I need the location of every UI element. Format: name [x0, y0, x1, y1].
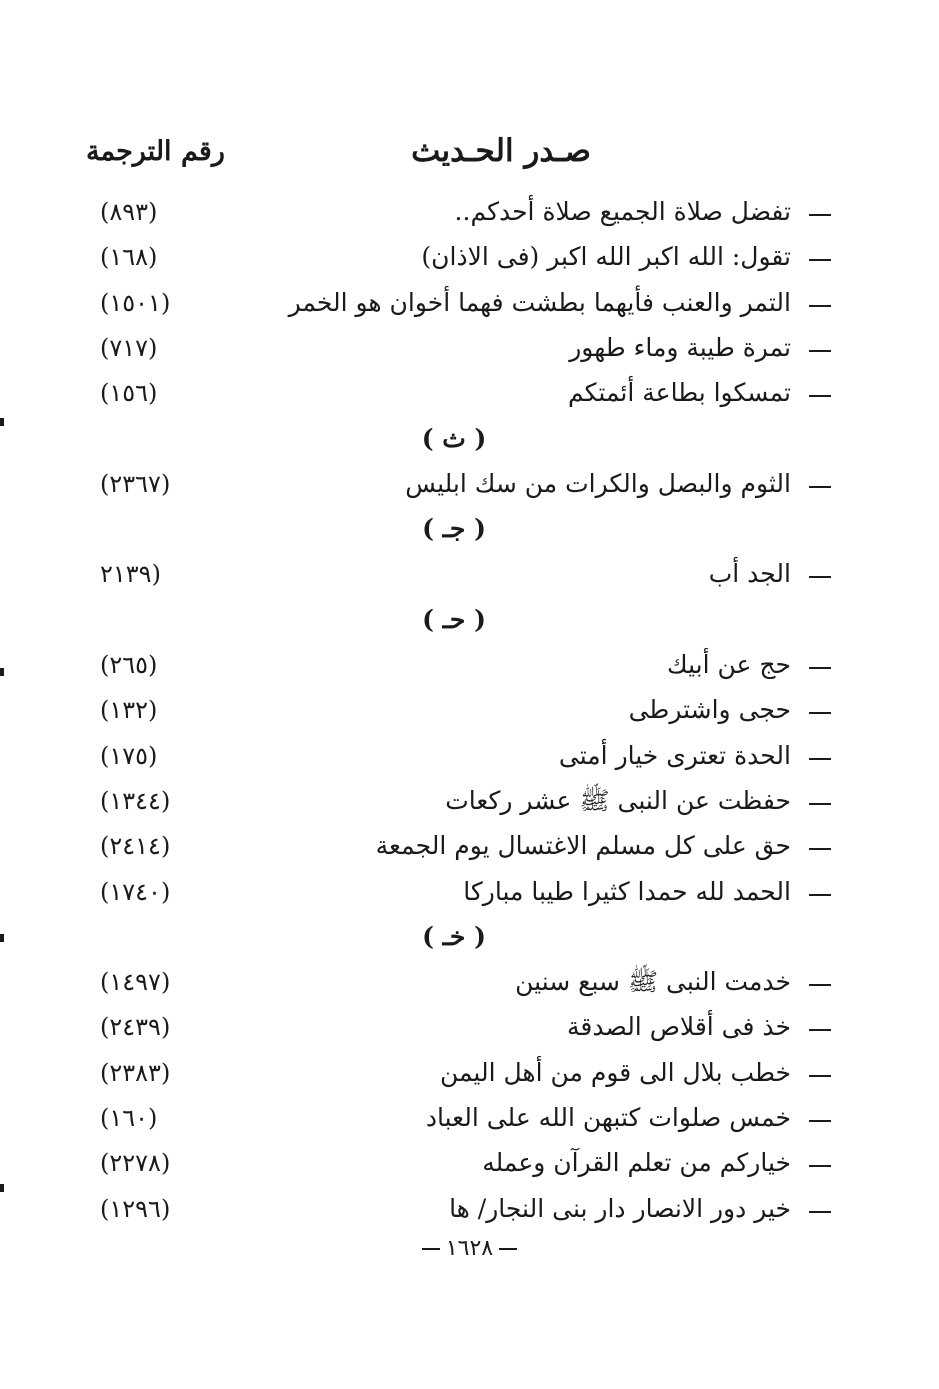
- entry-dash: [809, 894, 831, 896]
- entry-dash: [809, 712, 831, 714]
- entry-dash: [809, 305, 831, 307]
- hadith-opening-text: التمر والعنب فأيهما بطشت فهما أخوان هو الخمر: [288, 288, 791, 317]
- hadith-opening-text: الحمد لله حمدا كثيرا طيبا مباركا: [463, 877, 791, 906]
- entry-dash: [809, 758, 831, 760]
- translation-number: (١٥٠١): [100, 289, 171, 317]
- translation-number: (١٢٩٦): [100, 1195, 171, 1223]
- footer-dash-right: [499, 1248, 517, 1250]
- translation-number: (٢٦٥): [100, 651, 158, 679]
- translation-number: (١٧٥): [100, 742, 158, 770]
- section-letter: ( جـ ): [422, 514, 486, 543]
- entry-dash: [809, 1029, 831, 1031]
- entry-dash: [809, 259, 831, 261]
- column-title: صـدر الحـديث: [411, 133, 591, 169]
- hadith-entry: [0, 1141, 939, 1185]
- hadith-opening-text: حق على كل مسلم الاغتسال يوم الجمعة: [375, 831, 791, 860]
- entry-dash: [809, 667, 831, 669]
- translation-number: (١٤٩٧): [100, 968, 171, 996]
- section-letter: ( ث ): [421, 424, 487, 453]
- hadith-entry: [0, 235, 939, 279]
- hadith-entry: [0, 779, 939, 823]
- translation-number: (٧١٧): [100, 334, 158, 362]
- hadith-opening-text: حج عن أبيك: [667, 650, 791, 679]
- hadith-entry: [0, 1051, 939, 1095]
- translation-number: (٨٩٣): [100, 198, 158, 226]
- translation-number: (١٣٢): [100, 696, 158, 724]
- letter-section-heading: [0, 598, 939, 642]
- hadith-entry: [0, 1187, 939, 1231]
- hadith-entry: [0, 734, 939, 778]
- page-number: ١٦٢٨: [445, 1236, 494, 1261]
- margin-mark: [0, 934, 4, 942]
- hadith-entry: [0, 688, 939, 732]
- hadith-entry: [0, 281, 939, 325]
- section-letter: ( خـ ): [422, 922, 486, 951]
- entry-dash: [809, 486, 831, 488]
- number-column-title: رقم الترجمة: [86, 136, 225, 167]
- hadith-opening-text: تقول: الله اكبر الله اكبر (فى الاذان): [421, 242, 791, 271]
- entry-dash: [809, 984, 831, 986]
- hadith-opening-text: الجد أب: [708, 559, 791, 588]
- hadith-opening-text: خياركم من تعلم القرآن وعمله: [482, 1148, 791, 1177]
- entry-dash: [809, 1165, 831, 1167]
- page-footer: [0, 1236, 939, 1261]
- hadith-entry: [0, 1005, 939, 1049]
- entry-dash: [809, 576, 831, 578]
- letter-section-heading: [0, 915, 939, 959]
- margin-mark: [0, 668, 4, 676]
- entry-dash: [809, 848, 831, 850]
- hadith-opening-text: خدمت النبى ﷺ سبع سنين: [515, 967, 791, 996]
- hadith-opening-text: حجى واشترطى: [628, 695, 791, 724]
- translation-number: (٢٣٦٧): [100, 470, 171, 498]
- margin-mark: [0, 418, 4, 426]
- hadith-opening-text: تفضل صلاة الجميع صلاة أحدكم..: [454, 197, 791, 226]
- hadith-opening-text: خذ فى أقلاص الصدقة: [567, 1012, 791, 1041]
- hadith-entry: [0, 960, 939, 1004]
- entry-dash: [809, 214, 831, 216]
- translation-number: (٢٣٨٣): [100, 1059, 171, 1087]
- translation-number: (٢٤٣٩): [100, 1013, 171, 1041]
- hadith-entry: [0, 1096, 939, 1140]
- translation-number: (٢٤١٤): [100, 832, 171, 860]
- entry-dash: [809, 1211, 831, 1213]
- hadith-entry: [0, 824, 939, 868]
- translation-number: (١٣٤٤): [100, 787, 171, 815]
- entry-dash: [809, 395, 831, 397]
- footer-dash-left: [422, 1248, 440, 1250]
- translation-number: (١٧٤٠): [100, 878, 171, 906]
- hadith-opening-text: تمرة طيبة وماء طهور: [569, 333, 791, 362]
- hadith-opening-text: تمسكوا بطاعة أئمتكم: [567, 378, 791, 407]
- hadith-opening-text: الثوم والبصل والكرات من سك ابليس: [405, 469, 791, 498]
- hadith-entry: [0, 371, 939, 415]
- entry-dash: [809, 803, 831, 805]
- margin-mark: [0, 1184, 4, 1192]
- hadith-entry: [0, 190, 939, 234]
- hadith-opening-text: خمس صلوات كتبهن الله على العباد: [425, 1103, 791, 1132]
- hadith-opening-text: حفظت عن النبى ﷺ عشر ركعات: [445, 786, 791, 815]
- section-letter: ( حـ ): [422, 605, 486, 634]
- hadith-entry: [0, 462, 939, 506]
- translation-number: (٢١٣٩: [100, 560, 161, 588]
- letter-section-heading: [0, 417, 939, 461]
- hadith-entry: [0, 552, 939, 596]
- hadith-opening-text: خير دور الانصار دار بنى النجار/ ها: [449, 1194, 791, 1223]
- hadith-opening-text: الحدة تعترى خيار أمتى: [558, 741, 791, 770]
- hadith-opening-text: خطب بلال الى قوم من أهل اليمن: [439, 1058, 791, 1087]
- translation-number: (١٥٦): [100, 379, 158, 407]
- letter-section-heading: [0, 507, 939, 551]
- hadith-entry: [0, 870, 939, 914]
- translation-number: (١٦٠): [100, 1104, 158, 1132]
- entry-dash: [809, 1075, 831, 1077]
- translation-number: (٢٢٧٨): [100, 1149, 171, 1177]
- entry-dash: [809, 350, 831, 352]
- hadith-entry: [0, 326, 939, 370]
- translation-number: (١٦٨): [100, 243, 158, 271]
- entry-dash: [809, 1120, 831, 1122]
- hadith-entry: [0, 643, 939, 687]
